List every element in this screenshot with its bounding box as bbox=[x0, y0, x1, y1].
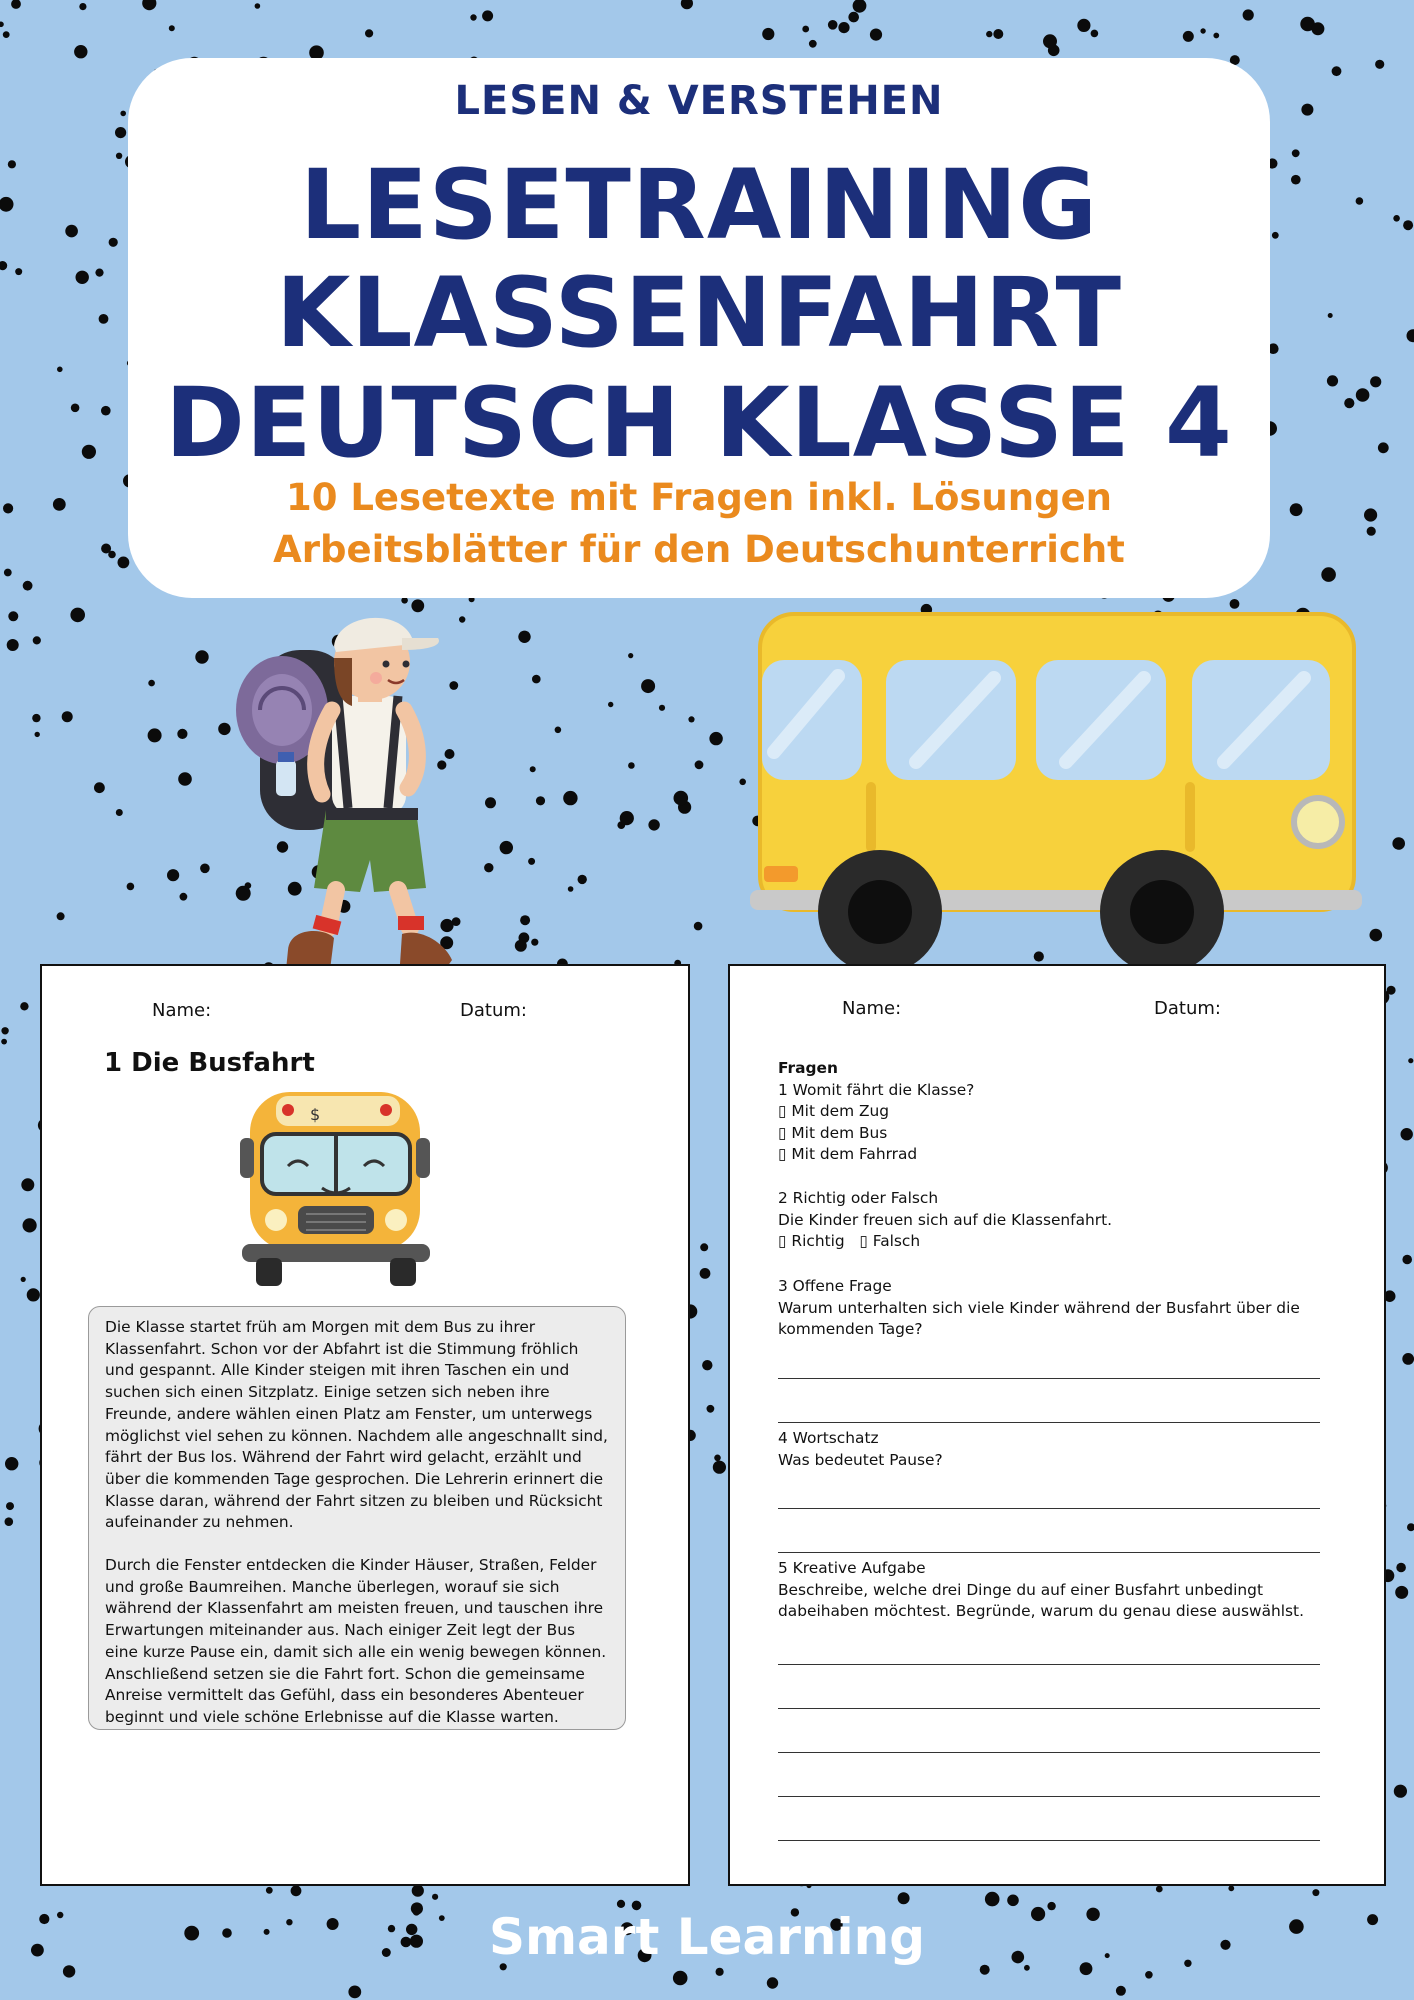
background-dot bbox=[1043, 34, 1057, 48]
answer-line[interactable] bbox=[778, 1708, 1320, 1709]
background-dot bbox=[148, 680, 155, 687]
background-dot bbox=[1, 1039, 7, 1045]
background-dot bbox=[6, 1502, 14, 1510]
background-dot bbox=[1321, 567, 1336, 582]
background-dot bbox=[53, 498, 66, 511]
question-1-title: 1 Womit fährt die Klasse? bbox=[778, 1080, 975, 1099]
checkbox-icon[interactable]: ▯ bbox=[778, 1102, 787, 1121]
background-dot bbox=[95, 269, 103, 277]
header-kicker: LESEN & VERSTEHEN bbox=[454, 78, 944, 124]
background-dot bbox=[116, 153, 122, 159]
background-dot bbox=[1367, 527, 1376, 536]
story-text-box bbox=[88, 1306, 626, 1730]
background-dot bbox=[528, 858, 535, 865]
background-dot bbox=[1213, 33, 1219, 39]
background-dot bbox=[848, 12, 859, 23]
background-dot bbox=[255, 3, 261, 9]
background-dot bbox=[1392, 837, 1405, 850]
background-dot bbox=[993, 29, 1003, 39]
background-dot bbox=[1356, 388, 1370, 402]
background-dot bbox=[1407, 1523, 1414, 1531]
background-dot bbox=[180, 893, 188, 901]
background-dot bbox=[1394, 1785, 1407, 1798]
background-dot bbox=[709, 732, 722, 745]
background-dot bbox=[57, 912, 65, 920]
background-dot bbox=[20, 1002, 28, 1010]
questions-heading: Fragen bbox=[778, 1059, 838, 1077]
background-dot bbox=[1407, 329, 1414, 342]
background-dot bbox=[365, 29, 373, 37]
header-title-line-2: KLASSENFAHRT bbox=[275, 257, 1123, 369]
background-dot bbox=[432, 1894, 438, 1900]
background-dot bbox=[1396, 1563, 1406, 1573]
background-dot bbox=[116, 809, 123, 816]
question-4-title: 4 Wortschatz bbox=[778, 1429, 879, 1447]
background-dot bbox=[1364, 508, 1377, 521]
background-dot bbox=[0, 22, 4, 28]
answer-option[interactable]: ▯ Mit dem Zug bbox=[778, 1102, 890, 1121]
background-dot bbox=[628, 653, 633, 658]
true-false-options bbox=[778, 1231, 1338, 1253]
background-dot bbox=[4, 569, 12, 577]
background-dot bbox=[218, 723, 230, 735]
background-dot bbox=[109, 238, 118, 247]
background-dot bbox=[5, 1517, 14, 1526]
background-dot bbox=[1395, 1586, 1408, 1599]
background-dot bbox=[1145, 1971, 1153, 1979]
background-dot bbox=[266, 1887, 273, 1894]
background-dot bbox=[348, 1986, 361, 1999]
header-subtitle-line-2: Arbeitsblätter für den Deutschunterricht bbox=[273, 528, 1125, 571]
background-dot bbox=[853, 0, 867, 13]
checkbox-icon[interactable]: ▯ bbox=[778, 1232, 787, 1251]
story-paragraph-2: Durch die Fenster entdecken die Kinder Häuser, Straßen, Felder und große Baumreihen. Manche überlegen, worauf sie sich während der Klassenfahrt am meisten freuen, und tauschen ihre Erwartungen miteinander aus. Nach einiger Zeit legt der Bus eine kurze Pause ein, damit sich alle ein wenig bewegen können. Anschließend setzen sie die Fahrt fort. Schon die gemeinsame Anreise vermittelt das Gefühl, dass ein besonderes Abenteuer beginnt und viele schöne Erlebnisse auf die Klasse warten. bbox=[105, 1556, 607, 1726]
background-dot bbox=[659, 705, 665, 711]
header-title-line-1: LESETRAINING bbox=[299, 149, 1099, 261]
background-dot bbox=[1403, 220, 1413, 230]
background-dot bbox=[65, 225, 78, 238]
background-dot bbox=[1, 1027, 8, 1034]
background-dot bbox=[700, 1243, 708, 1251]
question-3-prompt-line-1: Warum unterhalten sich viele Kinder während der Busfahrt über die bbox=[778, 1298, 1300, 1317]
date-label: Datum: bbox=[460, 1000, 527, 1021]
background-dot bbox=[1290, 503, 1303, 516]
background-dot bbox=[1007, 1895, 1019, 1907]
background-dot bbox=[1402, 1255, 1412, 1265]
background-dot bbox=[21, 1178, 34, 1191]
question-4-prompt: Was bedeutet Pause? bbox=[778, 1450, 943, 1469]
background-dot bbox=[32, 714, 40, 722]
background-dot bbox=[63, 1965, 75, 1977]
background-dot bbox=[1228, 1885, 1234, 1891]
question-5-prompt-line-2: dabeihaben möchtest. Begründe, warum du genau diese auswählst. bbox=[778, 1602, 1304, 1621]
background-dot bbox=[3, 503, 13, 513]
date-label: Datum: bbox=[1154, 998, 1221, 1019]
background-dot bbox=[628, 762, 635, 769]
background-dot bbox=[23, 1218, 37, 1232]
background-dot bbox=[11, 0, 21, 9]
question-3 bbox=[778, 1276, 1338, 1341]
background-dot bbox=[62, 711, 73, 722]
background-dot bbox=[681, 0, 693, 9]
option-falsch[interactable]: Falsch bbox=[872, 1232, 921, 1251]
background-dot bbox=[1356, 197, 1364, 205]
question-5 bbox=[778, 1558, 1338, 1623]
question-2-title: 2 Richtig oder Falsch bbox=[778, 1189, 939, 1207]
answer-line[interactable] bbox=[778, 1752, 1320, 1753]
background-dot bbox=[716, 1968, 724, 1976]
question-3-prompt-line-2: kommenden Tage? bbox=[778, 1320, 923, 1339]
background-dot bbox=[1077, 19, 1090, 32]
school-bus-illustration bbox=[748, 612, 1368, 982]
background-dot bbox=[515, 940, 527, 952]
background-dot bbox=[678, 1974, 687, 1983]
background-dot bbox=[1370, 376, 1381, 387]
svg-text:$: $ bbox=[310, 1105, 321, 1124]
background-dot bbox=[674, 791, 689, 806]
background-dot bbox=[1243, 9, 1254, 20]
background-dot bbox=[94, 782, 105, 793]
answer-line[interactable] bbox=[778, 1422, 1320, 1423]
background-dot bbox=[1292, 149, 1300, 157]
answer-line[interactable] bbox=[778, 1796, 1320, 1797]
background-dot bbox=[568, 886, 574, 892]
background-dot bbox=[1230, 599, 1240, 609]
background-dot bbox=[33, 636, 41, 644]
background-dot bbox=[412, 1885, 424, 1897]
background-dot bbox=[0, 261, 7, 270]
story-paragraph-1: Die Klasse startet früh am Morgen mit dem Bus zu ihrer Klassenfahrt. Schon vor der Abfahrt ist die Stimmung fröhlich und gespannt. Alle Kinder steigen mit ihren Taschen ein und suchen sich einen Sitzplatz. Einige setzen sich neben ihre Freunde, andere wählen einen Platz am Fenster, um unterwegs möglichst viel sehen zu können. Nachdem alle angeschnallt sind, fährt der Bus los. Während der Fahrt wird gelacht, erzählt und über die kommenden Tage gesprochen. Die Lehrerin erinnert die Klasse daran, während der Fahrt sitzen zu bleiben und Rücksicht aufeinander zu nehmen. bbox=[105, 1318, 608, 1532]
background-dot bbox=[563, 791, 577, 805]
background-dot bbox=[762, 28, 774, 40]
background-dot bbox=[1344, 398, 1354, 408]
background-dot bbox=[739, 779, 746, 786]
hiker-child-illustration bbox=[230, 598, 500, 998]
background-dot bbox=[71, 404, 80, 413]
background-dot bbox=[1311, 22, 1324, 35]
background-dot bbox=[617, 1900, 625, 1908]
background-dot bbox=[82, 445, 96, 459]
answer-option[interactable]: ▯ Mit dem Bus bbox=[778, 1123, 888, 1142]
background-dot bbox=[169, 25, 175, 31]
background-dot bbox=[470, 14, 476, 20]
background-dot bbox=[694, 922, 703, 931]
background-dot bbox=[695, 760, 704, 769]
background-dot bbox=[500, 841, 513, 854]
background-dot bbox=[802, 26, 809, 33]
checkbox-icon[interactable]: ▯ bbox=[778, 1145, 787, 1164]
background-dot bbox=[482, 10, 493, 21]
background-dot bbox=[702, 1360, 712, 1370]
story-title: 1 Die Busfahrt bbox=[104, 1048, 315, 1078]
background-dot bbox=[1312, 1889, 1319, 1896]
name-label: Name: bbox=[842, 998, 902, 1019]
background-dot bbox=[120, 111, 126, 117]
background-dot bbox=[980, 1965, 990, 1975]
background-dot bbox=[530, 766, 536, 772]
background-dot bbox=[1116, 1986, 1126, 1996]
background-dot bbox=[15, 268, 22, 275]
background-dot bbox=[21, 1277, 26, 1282]
header-title-line-3: DEUTSCH KLASSE 4 bbox=[165, 367, 1233, 479]
background-dot bbox=[809, 40, 817, 48]
question-2 bbox=[778, 1188, 1338, 1253]
background-dot bbox=[8, 611, 18, 621]
background-dot bbox=[1401, 1128, 1413, 1140]
background-dot bbox=[1402, 1353, 1414, 1365]
answer-line[interactable] bbox=[778, 1378, 1320, 1379]
checkbox-icon[interactable]: ▯ bbox=[859, 1232, 868, 1251]
background-dot bbox=[838, 22, 849, 33]
header-subtitle-line-1: 10 Lesetexte mit Fragen inkl. Lösungen bbox=[285, 476, 1113, 519]
background-dot bbox=[23, 581, 33, 591]
background-dot bbox=[79, 3, 86, 10]
brand-logo-text: Smart Learning bbox=[488, 1908, 926, 1966]
background-dot bbox=[578, 875, 587, 884]
question-4 bbox=[778, 1428, 1338, 1471]
header-card bbox=[128, 58, 1270, 598]
background-dot bbox=[291, 1885, 302, 1896]
background-dot bbox=[648, 819, 659, 830]
background-dot bbox=[1091, 30, 1099, 38]
background-dot bbox=[148, 728, 162, 742]
background-dot bbox=[101, 406, 111, 416]
background-dot bbox=[1156, 1886, 1163, 1893]
background-dot bbox=[1200, 28, 1205, 33]
background-dot bbox=[5, 1457, 18, 1470]
background-dot bbox=[1393, 215, 1400, 222]
question-2-statement: Die Kinder freuen sich auf die Klassenfahrt. bbox=[778, 1210, 1113, 1229]
answer-line[interactable] bbox=[778, 1508, 1320, 1509]
background-dot bbox=[688, 716, 694, 722]
background-dot bbox=[74, 45, 87, 58]
background-dot bbox=[115, 127, 126, 138]
option-richtig[interactable]: Richtig bbox=[791, 1232, 845, 1251]
answer-line[interactable] bbox=[778, 1664, 1320, 1665]
worksheet-reading-text bbox=[40, 964, 690, 1886]
background-dot bbox=[27, 1288, 40, 1301]
background-dot bbox=[178, 772, 192, 786]
answer-option[interactable]: ▯ Mit dem Fahrrad bbox=[778, 1145, 918, 1164]
background-dot bbox=[1291, 175, 1301, 185]
question-1 bbox=[778, 1058, 1338, 1166]
background-dot bbox=[714, 1455, 721, 1462]
background-dot bbox=[620, 811, 634, 825]
background-dot bbox=[1272, 232, 1279, 239]
background-dot bbox=[8, 160, 16, 168]
background-dot bbox=[1408, 1058, 1413, 1063]
background-dot bbox=[518, 631, 530, 643]
answer-line[interactable] bbox=[778, 1840, 1320, 1841]
background-dot bbox=[70, 608, 85, 623]
background-dot bbox=[200, 864, 210, 874]
name-label: Name: bbox=[152, 1000, 212, 1021]
background-dot bbox=[1378, 442, 1389, 453]
question-3-title: 3 Offene Frage bbox=[778, 1277, 892, 1295]
worksheet-questions bbox=[728, 964, 1386, 1886]
background-dot bbox=[1183, 31, 1194, 42]
cartoon-bus-illustration bbox=[236, 1090, 446, 1290]
answer-line[interactable] bbox=[778, 1552, 1320, 1553]
background-dot bbox=[1375, 60, 1384, 69]
background-dot bbox=[520, 915, 530, 925]
background-dot bbox=[1370, 929, 1383, 942]
background-dot bbox=[531, 939, 538, 946]
background-dot bbox=[555, 727, 562, 734]
question-5-title: 5 Kreative Aufgabe bbox=[778, 1559, 926, 1577]
background-dot bbox=[532, 675, 541, 684]
background-dot bbox=[707, 1405, 715, 1413]
background-dot bbox=[99, 314, 109, 324]
background-dot bbox=[35, 732, 40, 737]
question-5-prompt-line-1: Beschreibe, welche drei Dinge du auf einer Busfahrt unbedingt bbox=[778, 1580, 1263, 1599]
background-dot bbox=[536, 796, 545, 805]
background-dot bbox=[1327, 375, 1338, 386]
background-dot bbox=[985, 1892, 1000, 1907]
background-dot bbox=[7, 639, 19, 651]
background-dot bbox=[101, 544, 111, 554]
background-dot bbox=[142, 0, 156, 10]
background-dot bbox=[167, 869, 179, 881]
background-dot bbox=[641, 679, 655, 693]
background-dot bbox=[767, 1977, 778, 1988]
background-dot bbox=[870, 28, 882, 40]
background-dot bbox=[76, 271, 89, 284]
background-dot bbox=[700, 1268, 711, 1279]
background-dot bbox=[195, 650, 208, 663]
background-dot bbox=[57, 367, 63, 373]
background-dot bbox=[1332, 66, 1342, 76]
background-dot bbox=[898, 1892, 910, 1904]
background-dot bbox=[828, 20, 838, 30]
background-dot bbox=[1328, 313, 1333, 318]
background-dot bbox=[127, 883, 135, 891]
background-dot bbox=[3, 31, 10, 38]
background-dot bbox=[713, 1461, 726, 1474]
background-dot bbox=[986, 31, 992, 37]
checkbox-icon[interactable]: ▯ bbox=[778, 1123, 787, 1142]
background-dot bbox=[177, 729, 187, 739]
background-dot bbox=[0, 197, 14, 212]
background-dot bbox=[1301, 104, 1313, 116]
background-dot bbox=[608, 702, 613, 707]
